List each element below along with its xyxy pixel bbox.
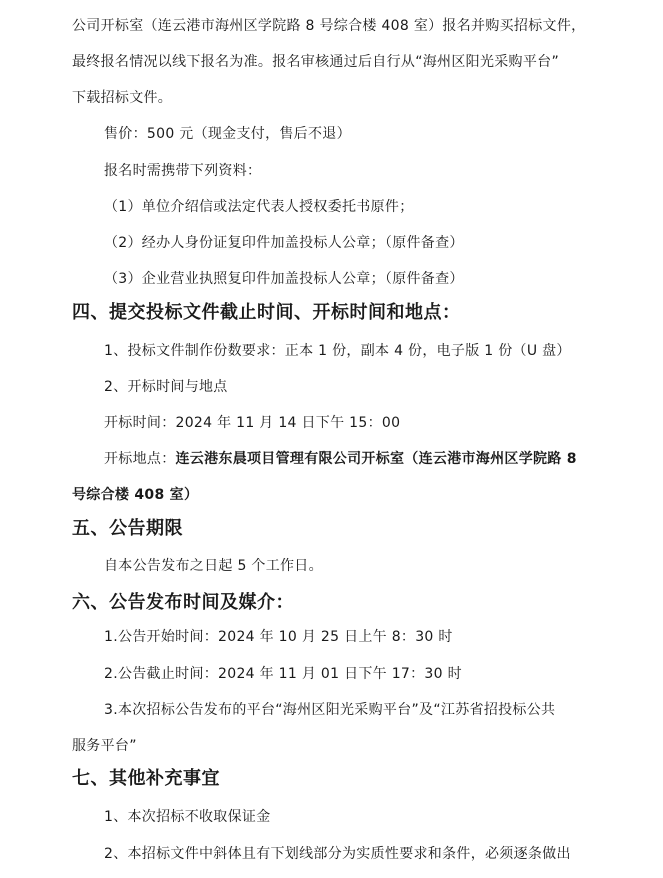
section-7-heading: 七、其他补充事宜 [72,768,220,789]
section-4-item-2: 2、开标时间与地点 [104,379,228,395]
section-6-item-1: 1.公告开始时间：2024 年 10 月 25 日上午 8：30 时 [104,629,453,645]
section-6-item-2: 2.公告截止时间：2024 年 11 月 01 日下午 17：30 时 [104,666,462,682]
registration-line-1: 公司开标室（连云港市海州区学院路 8 号综合楼 408 室）报名并购买招标文件， [72,18,586,34]
registration-line-2: 最终报名情况以线下报名为准。报名审核通过后自行从“海州区阳光采购平台” [72,54,560,70]
section-6-heading: 六、公告发布时间及媒介： [72,592,294,613]
section-5-heading: 五、公告期限 [72,518,183,539]
section-7-item-2: 2、本招标文件中斜体且有下划线部分为实质性要求和条件，必须逐条做出 [104,846,571,862]
open-place-line-1 [104,450,577,468]
open-place-line-2: 号综合楼 408 室） [72,487,199,503]
material-item-3: （3）企业营业执照复印件加盖投标人公章；（原件备查） [104,271,464,287]
section-4-heading: 四、提交投标文件截止时间、开标时间和地点： [72,302,461,323]
section-4-item-1: 1、投标文件制作份数要求：正本 1 份，副本 4 份，电子版 1 份（U 盘） [104,343,571,359]
section-5-text: 自本公告发布之日起 5 个工作日。 [104,558,323,574]
open-time: 开标时间：2024 年 11 月 14 日下午 15：00 [104,415,401,431]
open-place-label: 开标地点： [104,451,176,467]
materials-intro: 报名时需携带下列资料： [104,163,262,179]
material-item-2: （2）经办人身份证复印件加盖投标人公章；（原件备查） [104,235,464,251]
registration-line-3: 下载招标文件。 [72,90,173,106]
section-6-item-3-line-1: 3.本次招标公告发布的平台“海州区阳光采购平台”及“江苏省招投标公共 [104,702,556,718]
open-place-value: 连云港东晨项目管理有限公司开标室（连云港市海州区学院路 8 [175,451,577,467]
material-item-1: （1）单位介绍信或法定代表人授权委托书原件； [104,199,414,215]
section-6-item-3-line-2: 服务平台” [72,738,137,754]
section-7-item-1: 1、本次招标不收取保证金 [104,809,271,825]
price-text: 售价：500 元（现金支付，售后不退） [104,126,351,142]
